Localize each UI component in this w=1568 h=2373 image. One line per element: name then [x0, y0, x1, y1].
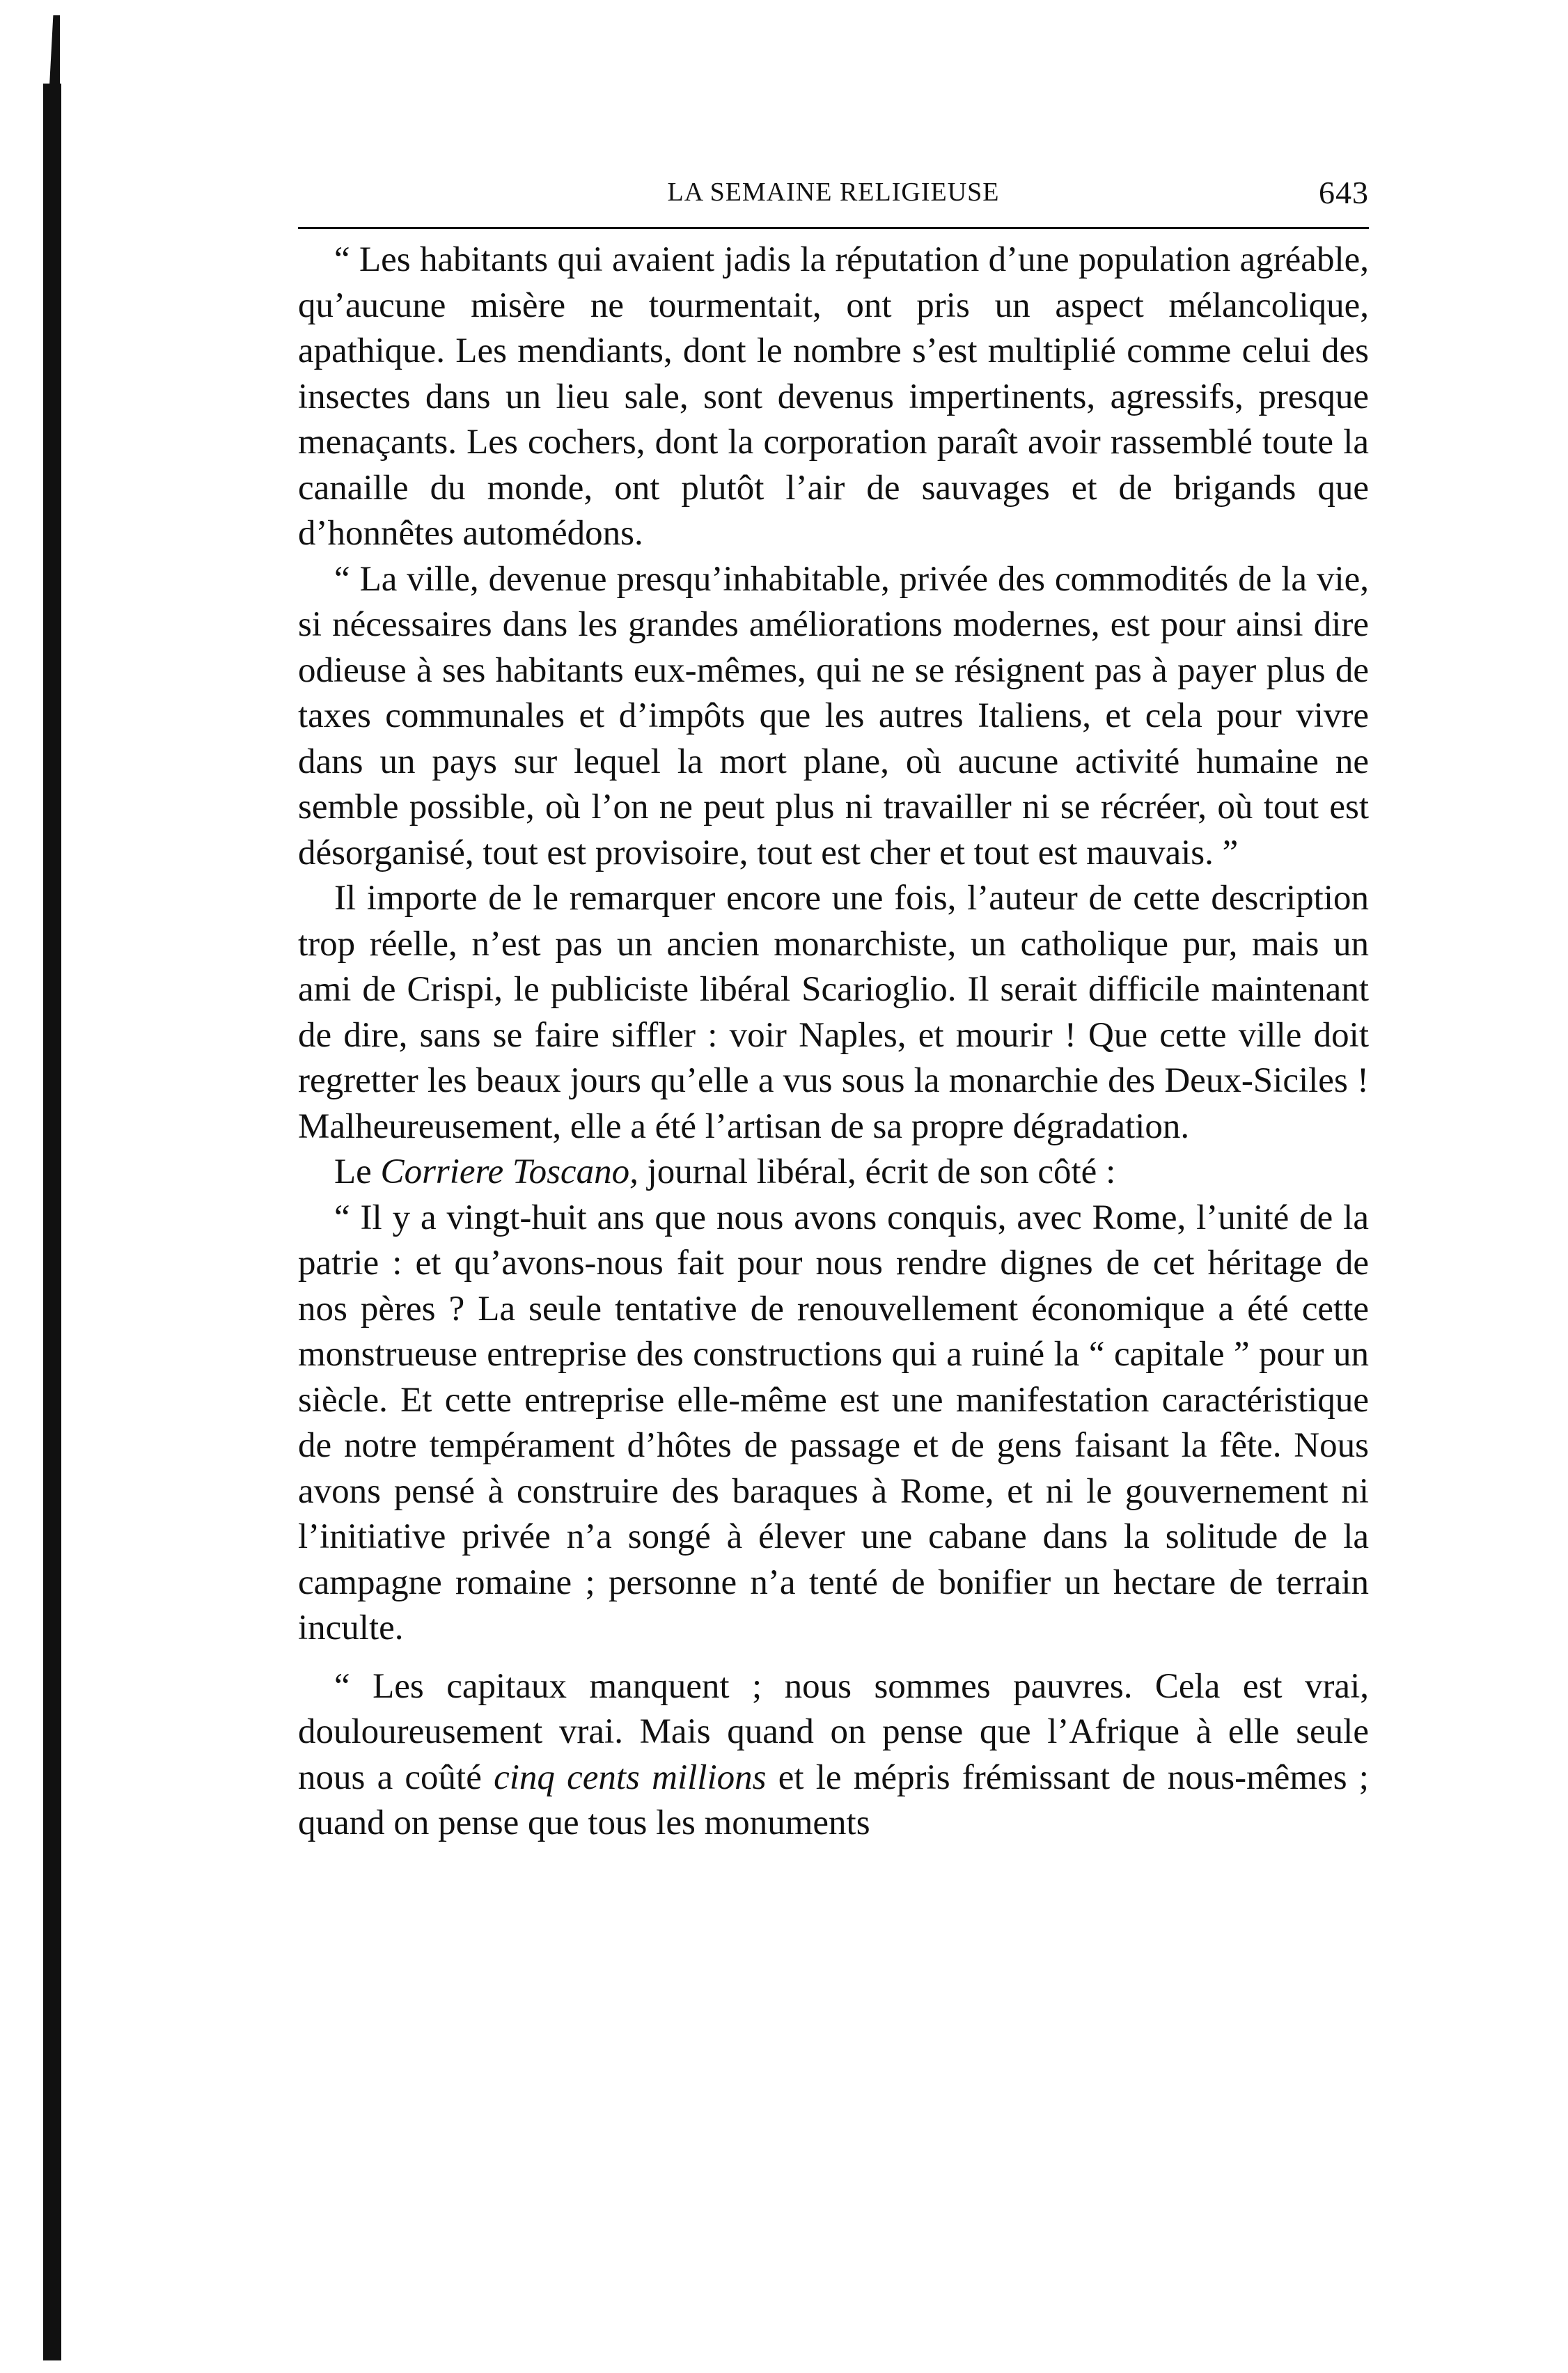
paragraph-6-italic: cinq cents millions — [494, 1757, 767, 1797]
book-page — [298, 164, 1369, 1847]
page-number: 643 — [1319, 175, 1369, 210]
paragraph-4 — [298, 1150, 1369, 1196]
paragraph-2: “ La ville, devenue presqu’inhabitable, privée des commodités de la vie, si nécessaires dans les grandes améliorations modernes, est pour ainsi dire odieuse à ses habitants eux-mêmes, qui ne se résignent pas à payer plus de taxes communales et d’impôts que les autres Italiens, et cela pour vivre dans un pays sur lequel la mort plane, où aucune activité humaine ne semble possible, où l’on ne peut plus ni travailler ni se récréer, où tout est désorganisé, tout est provisoire, tout est cher et tout est mauvais. ” — [298, 559, 1369, 872]
header-rule — [298, 227, 1369, 229]
paragraph-1: “ Les habitants qui avaient jadis la réputation d’une population agréable, qu’aucune misère ne tourmentait, ont pris un aspect mélancolique, apathique. Les mendiants, dont le nombre s’est multiplié comme celui des insectes dans un lieu sale, sont devenus impertinents, agressifs, presque menaçants. Les cochers, dont la corporation paraît avoir rassemblé toute la canaille du monde, ont plutôt l’air de sauvages et de brigands que d’honnêtes automédons. — [298, 240, 1369, 553]
running-head — [298, 164, 1369, 220]
newspaper-title: Corriere Toscano, — [380, 1152, 638, 1191]
paragraph-4-before: Le — [334, 1152, 381, 1191]
paragraph-5: “ Il y a vingt-huit ans que nous avons conquis, avec Rome, l’unité de la patrie : et qu’avons-nous fait pour nous rendre dignes de cet héritage de nos pères ? La seule tentative de renouvellement économique a été cette monstrueuse entreprise des constructions qui a ruiné la “ capitale ” pour un siècle. Et cette entreprise elle-même est une manifestation caractéristique de notre tempérament d’hôtes de passage et de gens faisant la fête. Nous avons pensé à construire des baraques à Rome, et ni le gouvernement ni l’initiative privée n’a songé à élever une cabane dans la solitude de la campagne romaine ; personne n’a tenté de bonifier un hectare de terrain inculte. — [298, 1198, 1369, 1647]
binding-edge-shadow — [43, 84, 61, 2360]
running-title: LA SEMAINE RELIGIEUSE — [667, 178, 1000, 207]
paragraph-6-before: “ Les capitaux manquent ; nous sommes pauvres. Cela est vrai, douloureusement vrai. Mais quand on pense que l’Afrique à elle seule nous a coûté — [298, 1666, 1369, 1797]
paragraph-3: Il importe de le remarquer encore une fois, l’auteur de cette description trop réelle, n’est pas un ancien monarchiste, un catholique pur, mais un ami de Crispi, le publiciste libéral Scarioglio. Il serait difficile maintenant de dire, sans se faire siffler : voir Naples, et mourir ! Que cette ville doit regretter les beaux jours qu’elle a vus sous la monarchie des Deux-Siciles ! Malheureusement, elle a été l’artisan de sa propre dégradation. — [298, 879, 1369, 1146]
body-text — [298, 237, 1369, 1847]
paragraph-6 — [298, 1664, 1369, 1847]
paragraph-4-after: journal libéral, écrit de son côté : — [638, 1152, 1116, 1191]
paragraph-6-after: et le mépris frémissant de nous-mêmes ; quand on pense que tous les monuments — [298, 1757, 1369, 1842]
